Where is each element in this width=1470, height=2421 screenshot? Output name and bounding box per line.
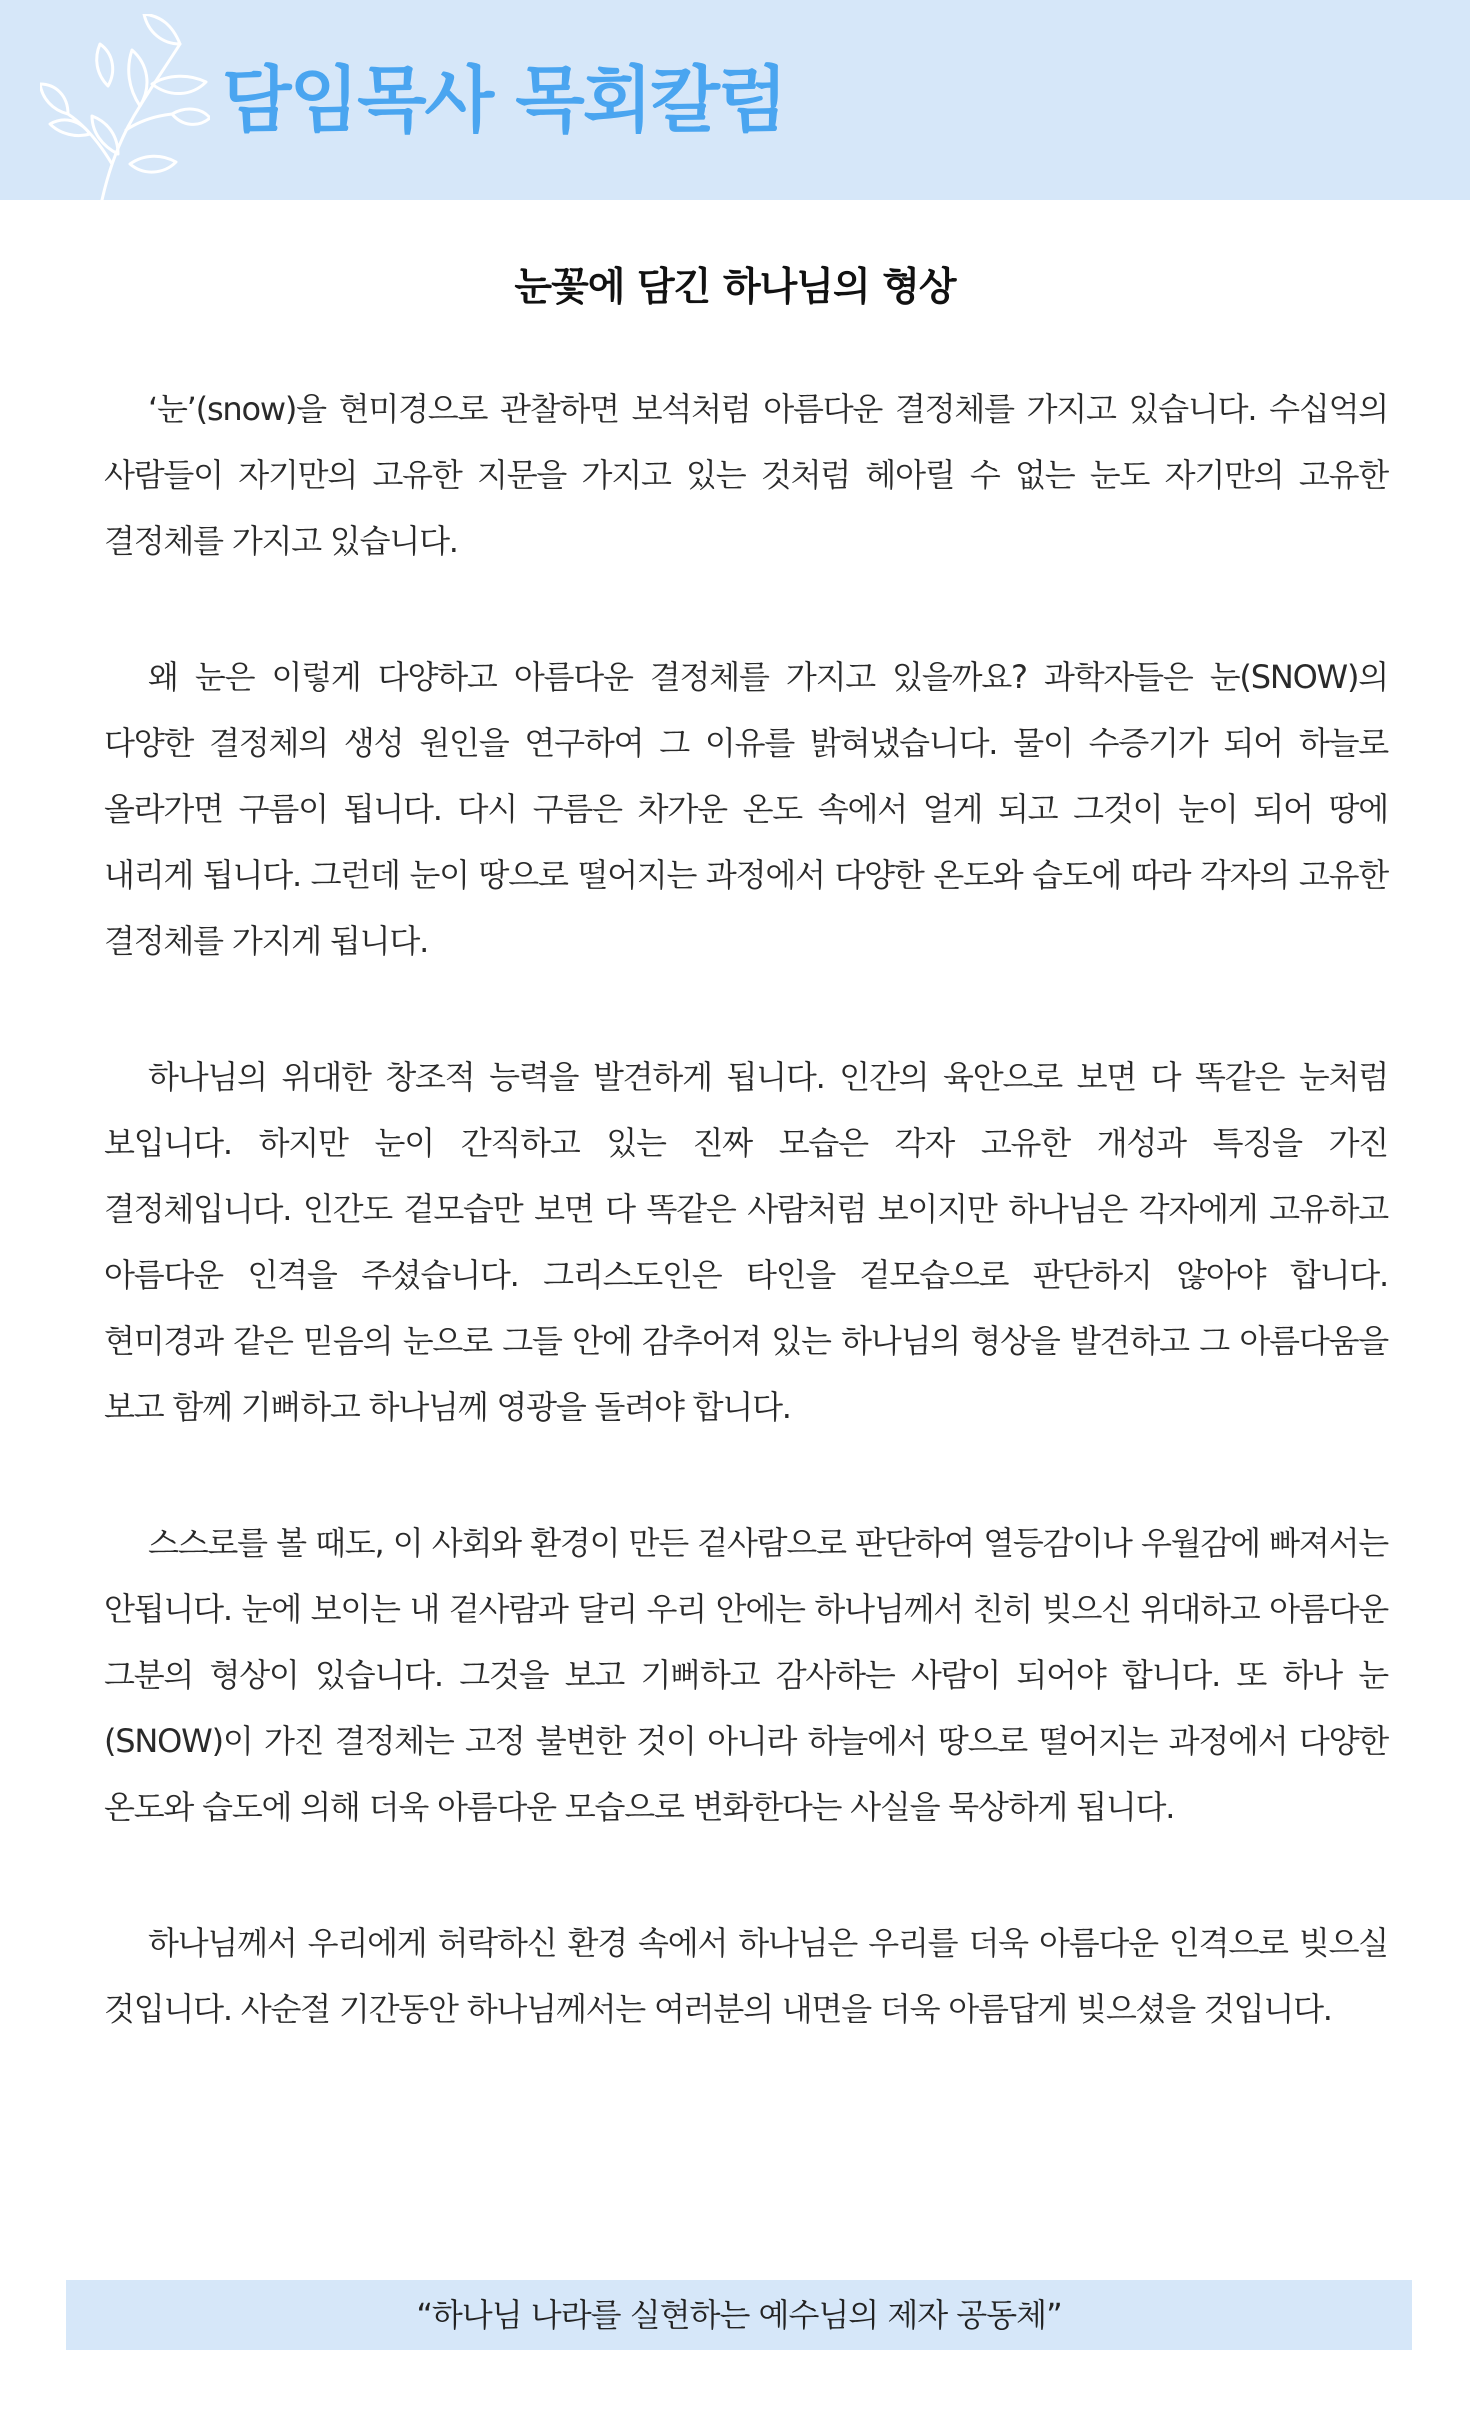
column-header — [0, 0, 1470, 200]
article-paragraph: 스스로를 볼 때도, 이 사회와 환경이 만든 겉사람으로 판단하여 열등감이나 우월감에 빠져서는 안됩니다. 눈에 보이는 내 겉사람과 달리 우리 안에는 하나님께서 친히 빚으신 위대하고 아름다운 그분의 형상이 있습니다. 그것을 보고 기뻐하고 감사하는 사람이 되어야 합니다. 또 하나 눈(SNOW)이 가진 결정체는 고정 불변한 것이 아니라 하늘에서 땅으로 떨어지는 과정에서 다양한 온도와 습도에 의해 더욱 아름다운 모습으로 변화한다는 사실을 묵상하게 됩니다. — [104, 1524, 1388, 1826]
article-paragraph: 왜 눈은 이렇게 다양하고 아름다운 결정체를 가지고 있을까요? 과학자들은 눈(SNOW)의 다양한 결정체의 생성 원인을 연구하여 그 이유를 밝혀냈습니다. 물이 수증기가 되어 하늘로 올라가면 구름이 됩니다. 다시 구름은 차가운 온도 속에서 얼게 되고 그것이 눈이 되어 땅에 내리게 됩니다. 그런데 눈이 땅으로 떨어지는 과정에서 다양한 온도와 습도에 따라 각자의 고유한 결정체를 가지게 됩니다. — [104, 658, 1388, 960]
article-paragraph: 하나님께서 우리에게 허락하신 환경 속에서 하나님은 우리를 더욱 아름다운 인격으로 빚으실 것입니다. 사순절 기간동안 하나님께서는 여러분의 내면을 더욱 아름답게 빚으셨을 것입니다. — [104, 1924, 1388, 2028]
church-motto-banner: “하나님 나라를 실현하는 예수님의 제자 공동체” — [66, 2280, 1412, 2350]
leaf-branch-icon — [40, 14, 210, 200]
article-title: 눈꽃에 담긴 하나님의 형상 — [514, 265, 956, 310]
article-body — [104, 376, 1388, 2112]
article-paragraph: 하나님의 위대한 창조적 능력을 발견하게 됩니다. 인간의 육안으로 보면 다 똑같은 눈처럼 보입니다. 하지만 눈이 간직하고 있는 진짜 모습은 각자 고유한 개성과 특징을 가진 결정체입니다. 인간도 겉모습만 보면 다 똑같은 사람처럼 보이지만 하나님은 각자에게 고유하고 아름다운 인격을 주셨습니다. 그리스도인은 타인을 겉모습으로 판단하지 않아야 합니다. 현미경과 같은 믿음의 눈으로 그들 안에 감추어져 있는 하나님의 형상을 발견하고 그 아름다움을 보고 함께 기뻐하고 하나님께 영광을 돌려야 합니다. — [104, 1058, 1388, 1426]
article-paragraph: ‘눈’(snow)을 현미경으로 관찰하면 보석처럼 아름다운 결정체를 가지고 있습니다. 수십억의 사람들이 자기만의 고유한 지문을 가지고 있는 것처럼 헤아릴 수 없는 눈도 자기만의 고유한 결정체를 가지고 있습니다. — [104, 390, 1388, 560]
column-section-title: 담임목사 목회칼럼 — [222, 58, 786, 142]
